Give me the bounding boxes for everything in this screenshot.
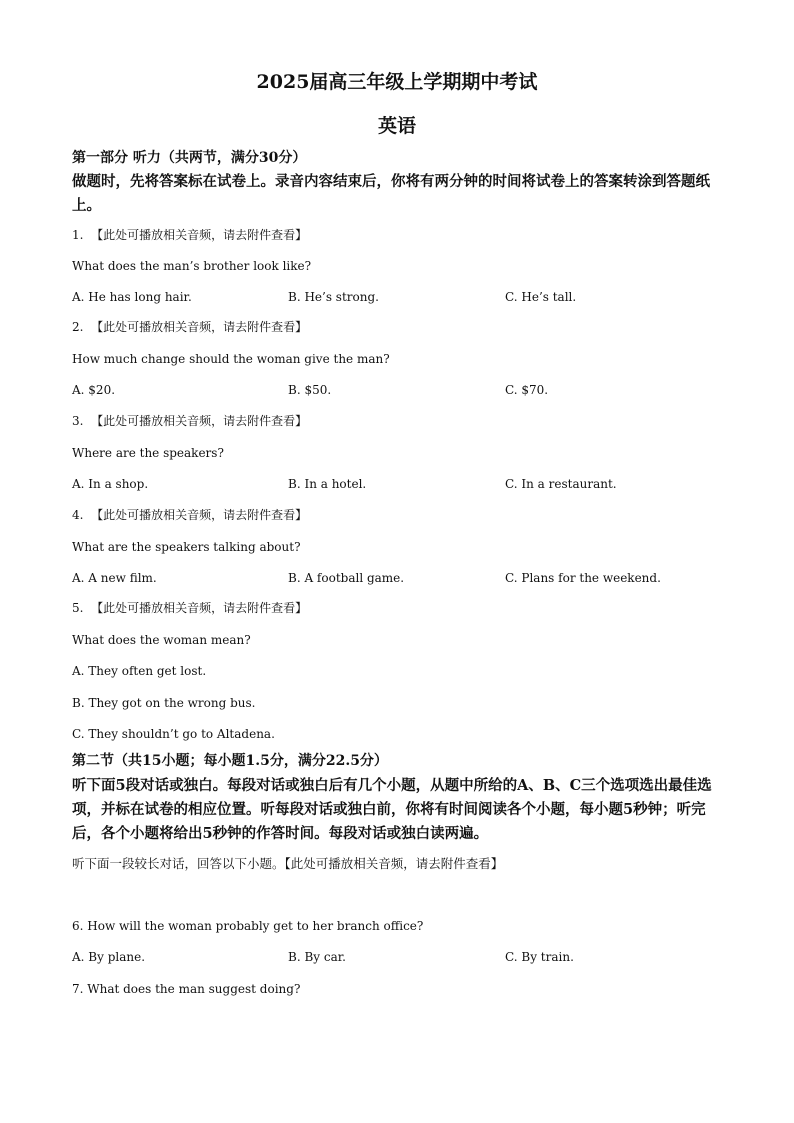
audio-placeholder-link[interactable]: 【此处可播放相关音频，请去附件查看】 — [91, 414, 308, 428]
audio-placeholder-link[interactable]: 【此处可播放相关音频，请去附件查看】 — [91, 228, 308, 242]
q3-option-c: C. In a restaurant. — [505, 477, 617, 491]
q1-option-c: C. He’s tall. — [505, 290, 577, 304]
audio-placeholder-link[interactable]: 【此处可播放相关音频，请去附件查看】 — [91, 508, 308, 522]
q3-option-a: A. In a shop. — [72, 477, 149, 491]
q2-audio-line — [72, 319, 307, 335]
q5-question: What does the woman mean? — [72, 633, 251, 647]
part1-heading: 第一部分 听力（共两节，满分30分） — [72, 150, 307, 166]
q1-option-a: A. He has long hair. — [72, 290, 192, 304]
q3-question: Where are the speakers? — [72, 446, 224, 460]
q2-question: How much change should the woman give the man? — [72, 352, 390, 366]
section2-listen-note: 听下面一段较长对话，回答以下小题。【此处可播放相关音频，请去附件查看】 — [72, 856, 504, 871]
q6-question: 6. How will the woman probably get to her branch office? — [72, 919, 424, 933]
q3-option-b: B. In a hotel. — [288, 477, 367, 491]
q4-number: 4. — [72, 508, 84, 522]
q4-audio-line — [72, 507, 307, 523]
q1-question: What does the man’s brother look like? — [72, 259, 312, 273]
audio-placeholder-link[interactable]: 【此处可播放相关音频，请去附件查看】 — [91, 601, 308, 615]
q6-option-b: B. By car. — [288, 950, 346, 964]
q3-audio-line — [72, 413, 307, 429]
part1-instruction: 做题时，先将答案标在试卷上。录音内容结束后，你将有两分钟的时间将试卷上的答案转涂到答题纸上。 — [72, 173, 710, 214]
q5-audio-line — [72, 600, 307, 616]
audio-placeholder-link[interactable]: 【此处可播放相关音频，请去附件查看】 — [91, 320, 308, 334]
q5-option-b: B. They got on the wrong bus. — [72, 696, 256, 710]
q2-option-c: C. $70. — [505, 383, 549, 397]
q5-option-c: C. They shouldn’t go to Altadena. — [72, 727, 275, 741]
q6-option-c: C. By train. — [505, 950, 574, 964]
q1-audio-line — [72, 227, 307, 243]
exam-title: 2025届高三年级上学期期中考试 — [256, 71, 538, 93]
q1-number: 1. — [72, 228, 84, 242]
q1-option-b: B. He’s strong. — [288, 290, 379, 304]
q5-number: 5. — [72, 601, 84, 615]
section2-instruction: 听下面5段对话或独白。每段对话或独白后有几个小题，从题中所给的A、B、C三个选项选出最佳选项，并标在试卷的相应位置。听每段对话或独白前，你将有时间阅读各个小题，每小题5秒钟；听完后，各个小题将给出5秒钟的作答时间。每段对话或独白读两遍。 — [72, 777, 712, 842]
q6-option-a: A. By plane. — [72, 950, 146, 964]
q7-question: 7. What does the man suggest doing? — [72, 982, 301, 996]
q4-question: What are the speakers talking about? — [72, 540, 301, 554]
q4-option-b: B. A football game. — [288, 571, 405, 585]
q3-number: 3. — [72, 414, 84, 428]
q2-option-b: B. $50. — [288, 383, 332, 397]
q5-option-a: A. They often get lost. — [72, 664, 207, 678]
q2-number: 2. — [72, 320, 84, 334]
q2-option-a: A. $20. — [72, 383, 116, 397]
section2-heading: 第二节（共15小题；每小题1.5分，满分22.5分） — [72, 753, 388, 769]
q4-option-a: A. A new film. — [72, 571, 157, 585]
exam-subject: 英语 — [377, 115, 416, 137]
q4-option-c: C. Plans for the weekend. — [505, 571, 661, 585]
